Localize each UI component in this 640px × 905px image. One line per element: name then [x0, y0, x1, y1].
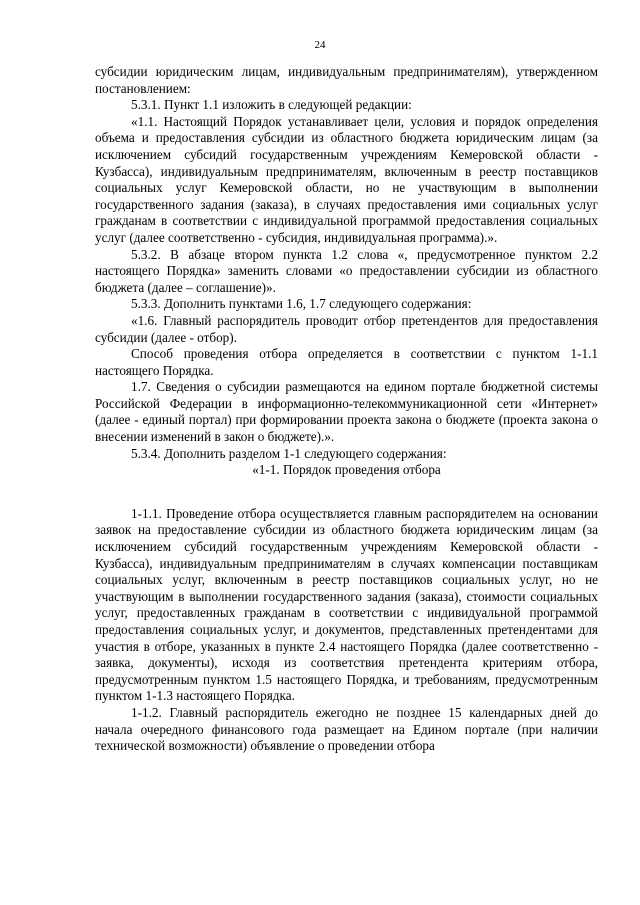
- paragraph-1-1-2: 1-1.2. Главный распорядитель ежегодно не позднее 15 календарных дней до начала очередного финансового года размещает на Едином портале (при наличии технической возможности) объявление о проведении отбора: [95, 704, 598, 754]
- paragraph-5-3-3: 5.3.3. Дополнить пунктами 1.6, 1.7 следующего содержания:: [131, 296, 472, 312]
- document-body: [95, 64, 598, 755]
- paragraph-intro: субсидии юридическим лицам, индивидуальным предпринимателям), утвержденном постановлением:: [95, 64, 598, 96]
- paragraph-1-7: 1.7. Сведения о субсидии размещаются на едином портале бюджетной системы Российской Федерации в информационно-телекоммуникационной сети «Интернет» (далее - единый портал) при формировании проекта закона о бюджете (проекта закона о внесении изменений в закон о бюджете).».: [95, 379, 598, 445]
- paragraph-1-1: «1.1. Настоящий Порядок устанавливает цели, условия и порядок определения объема и предоставления субсидии из областного бюджета юридическим лицам (за исключением субсидий государственным учреждениям Кемеровской области - Кузбасса), индивидуальным предпринимателям, включенным в реестр поставщиков социальных услуг Кемеровской области, но не участвующим в выполнении государственного задания (заказа), в случаях предоставления ими социальных услуг гражданам в соответствии с индивидуальной программой предоставления социальных услуг (далее соответственно - субсидия, индивидуальная программа).».: [95, 113, 598, 245]
- section-heading-1-1: «1-1. Порядок проведения отбора: [252, 462, 441, 478]
- section-spacer: [95, 479, 598, 506]
- paragraph-5-3-2: 5.3.2. В абзаце втором пункта 1.2 слова «, предусмотренное пунктом 2.2 настоящего Порядка» заменить словами «о предоставлении субсидии из областного бюджета (далее – соглашение)».: [95, 246, 598, 295]
- paragraph-5-3-1: 5.3.1. Пункт 1.1 изложить в следующей редакции:: [131, 97, 412, 113]
- paragraph-1-1-1: 1-1.1. Проведение отбора осуществляется главным распорядителем на основании заявок на предоставление субсидии из областного бюджета юридическим лицам (за исключением субсидий государственным учреждениям Кемеровской области - Кузбасса), индивидуальным предпринимателям в случаях компенсации поставщикам социальных услуг, включенным в реестр поставщиков социальных услуг, но не участвующим в выполнении государственного задания (заказа), стоимости социальных услуг, предоставленных гражданам в соответствии с индивидуальной программой предоставления социальных услуг, и документов, представленных претендентами для участия в отборе, указанных в пункте 2.4 настоящего Порядка (далее соответственно - заявка, документы), исходя из соответствия претендента критериям отбора, предусмотренным пунктом 1.5 настоящего Порядка, и требованиям, предусмотренным пунктом 1-1.3 настоящего Порядка.: [95, 505, 598, 704]
- paragraph-selection-method: Способ проведения отбора определяется в соответствии с пунктом 1-1.1 настоящего Порядка.: [95, 346, 598, 378]
- page-number: 24: [314, 39, 326, 51]
- paragraph-5-3-4: 5.3.4. Дополнить разделом 1-1 следующего содержания:: [131, 445, 447, 461]
- paragraph-1-6: «1.6. Главный распорядитель проводит отбор претендентов для предоставления субсидии (далее - отбор).: [95, 312, 598, 345]
